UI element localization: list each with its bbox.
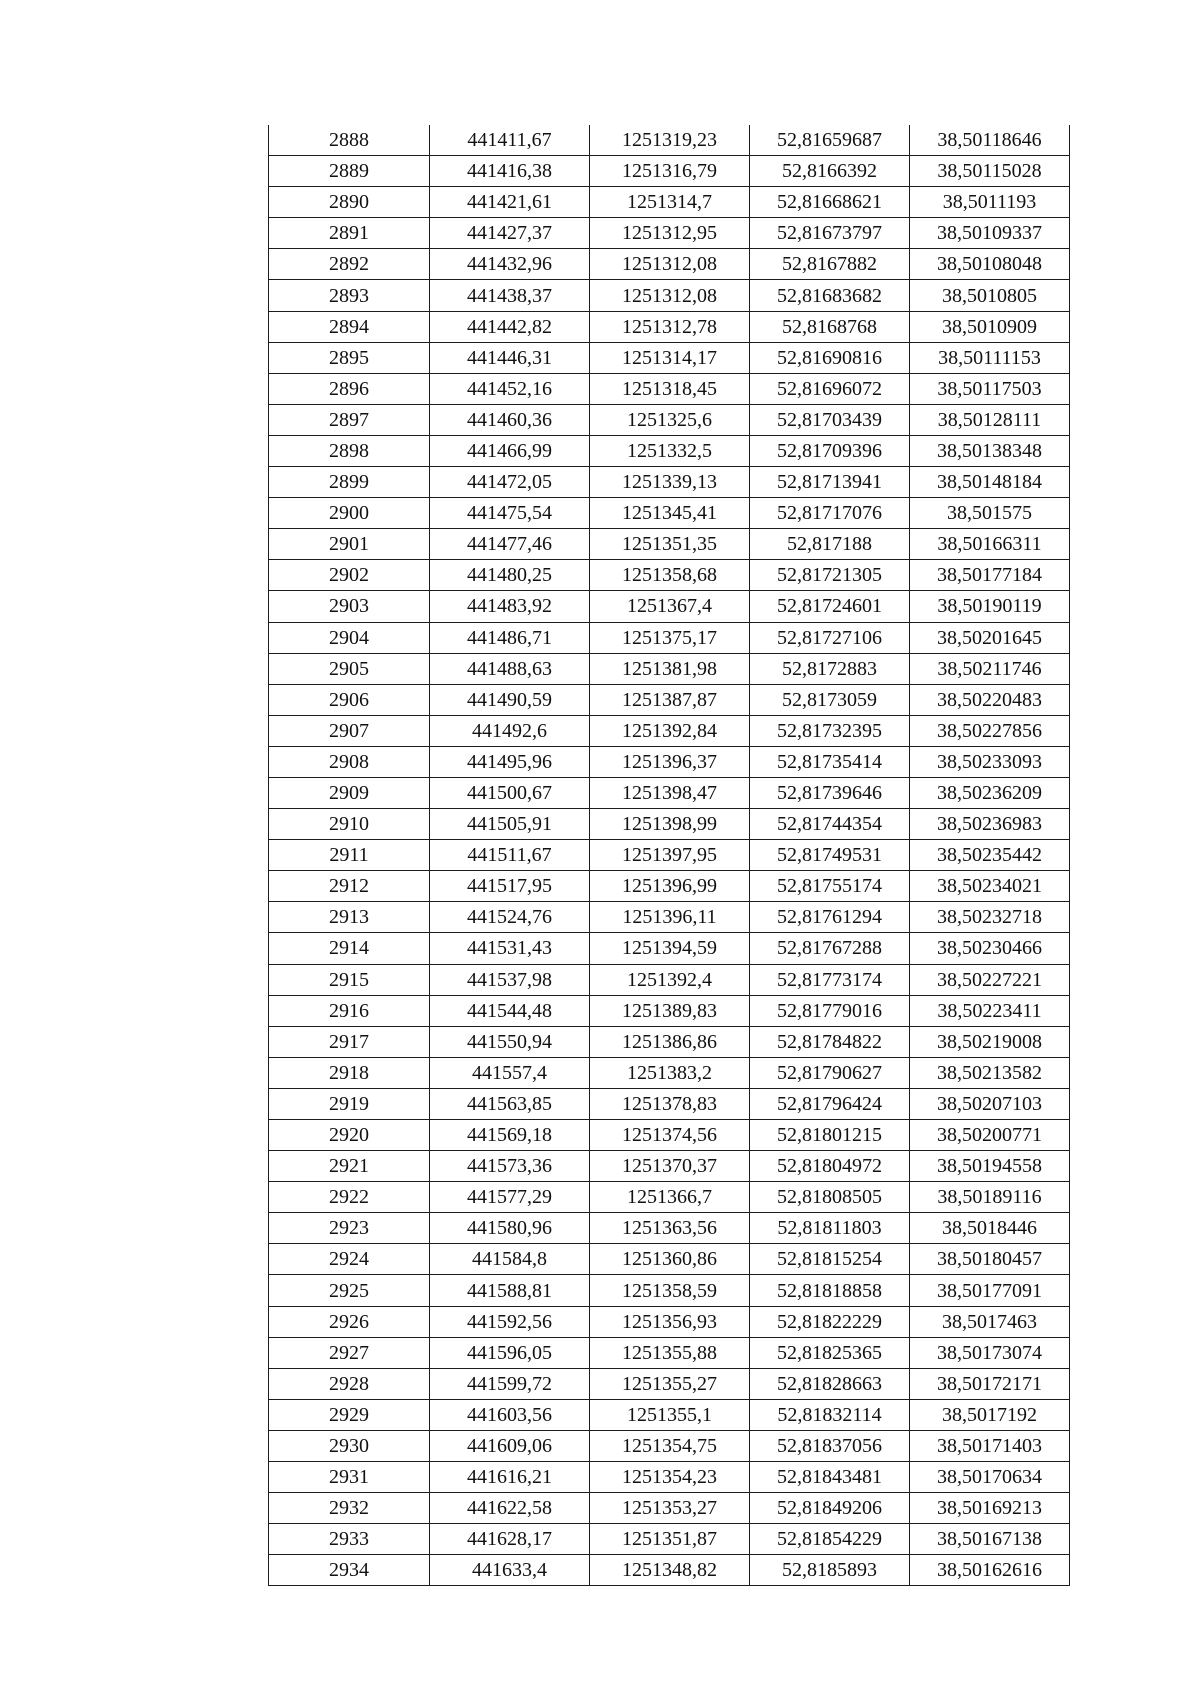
x-coordinate-cell: 441531,43 <box>430 933 590 964</box>
y-coordinate-cell: 1251339,13 <box>590 467 750 498</box>
table-row <box>269 125 1070 156</box>
y-coordinate-cell: 1251375,17 <box>590 622 750 653</box>
point-number-cell: 2933 <box>269 1524 430 1555</box>
table-row <box>269 777 1070 808</box>
y-coordinate-cell: 1251351,87 <box>590 1524 750 1555</box>
latitude-cell: 52,81744354 <box>750 809 910 840</box>
y-coordinate-cell: 1251396,11 <box>590 902 750 933</box>
longitude-cell: 38,5011193 <box>910 187 1070 218</box>
y-coordinate-cell: 1251392,84 <box>590 715 750 746</box>
longitude-cell: 38,50166311 <box>910 529 1070 560</box>
y-coordinate-cell: 1251318,45 <box>590 373 750 404</box>
latitude-cell: 52,81804972 <box>750 1151 910 1182</box>
x-coordinate-cell: 441432,96 <box>430 249 590 280</box>
longitude-cell: 38,50190119 <box>910 591 1070 622</box>
longitude-cell: 38,50200771 <box>910 1120 1070 1151</box>
latitude-cell: 52,81713941 <box>750 467 910 498</box>
longitude-cell: 38,50167138 <box>910 1524 1070 1555</box>
x-coordinate-cell: 441563,85 <box>430 1088 590 1119</box>
latitude-cell: 52,81749531 <box>750 840 910 871</box>
y-coordinate-cell: 1251387,87 <box>590 684 750 715</box>
latitude-cell: 52,81724601 <box>750 591 910 622</box>
latitude-cell: 52,81811803 <box>750 1213 910 1244</box>
y-coordinate-cell: 1251358,59 <box>590 1275 750 1306</box>
longitude-cell: 38,50234021 <box>910 871 1070 902</box>
point-number-cell: 2890 <box>269 187 430 218</box>
table-row <box>269 995 1070 1026</box>
table-row <box>269 1244 1070 1275</box>
table-row <box>269 622 1070 653</box>
x-coordinate-cell: 441452,16 <box>430 373 590 404</box>
table-row <box>269 498 1070 529</box>
longitude-cell: 38,50115028 <box>910 156 1070 187</box>
latitude-cell: 52,81779016 <box>750 995 910 1026</box>
longitude-cell: 38,50148184 <box>910 467 1070 498</box>
point-number-cell: 2888 <box>269 125 430 156</box>
y-coordinate-cell: 1251325,6 <box>590 404 750 435</box>
table-row <box>269 715 1070 746</box>
y-coordinate-cell: 1251351,35 <box>590 529 750 560</box>
point-number-cell: 2921 <box>269 1151 430 1182</box>
latitude-cell: 52,81732395 <box>750 715 910 746</box>
table-row <box>269 342 1070 373</box>
point-number-cell: 2908 <box>269 746 430 777</box>
point-number-cell: 2892 <box>269 249 430 280</box>
latitude-cell: 52,81717076 <box>750 498 910 529</box>
latitude-cell: 52,8173059 <box>750 684 910 715</box>
longitude-cell: 38,501575 <box>910 498 1070 529</box>
longitude-cell: 38,50108048 <box>910 249 1070 280</box>
longitude-cell: 38,50232718 <box>910 902 1070 933</box>
latitude-cell: 52,81761294 <box>750 902 910 933</box>
table-row <box>269 218 1070 249</box>
longitude-cell: 38,50117503 <box>910 373 1070 404</box>
y-coordinate-cell: 1251355,1 <box>590 1399 750 1430</box>
x-coordinate-cell: 441483,92 <box>430 591 590 622</box>
point-number-cell: 2931 <box>269 1462 430 1493</box>
x-coordinate-cell: 441460,36 <box>430 404 590 435</box>
table-row <box>269 871 1070 902</box>
y-coordinate-cell: 1251392,4 <box>590 964 750 995</box>
x-coordinate-cell: 441592,56 <box>430 1306 590 1337</box>
table-row <box>269 1275 1070 1306</box>
table-row <box>269 1555 1070 1586</box>
y-coordinate-cell: 1251381,98 <box>590 653 750 684</box>
y-coordinate-cell: 1251312,78 <box>590 311 750 342</box>
table-row <box>269 1368 1070 1399</box>
point-number-cell: 2893 <box>269 280 430 311</box>
table-row <box>269 1430 1070 1461</box>
table-row <box>269 187 1070 218</box>
x-coordinate-cell: 441588,81 <box>430 1275 590 1306</box>
point-number-cell: 2906 <box>269 684 430 715</box>
latitude-cell: 52,81683682 <box>750 280 910 311</box>
latitude-cell: 52,81673797 <box>750 218 910 249</box>
point-number-cell: 2909 <box>269 777 430 808</box>
point-number-cell: 2923 <box>269 1213 430 1244</box>
point-number-cell: 2910 <box>269 809 430 840</box>
table-row <box>269 746 1070 777</box>
point-number-cell: 2924 <box>269 1244 430 1275</box>
point-number-cell: 2903 <box>269 591 430 622</box>
longitude-cell: 38,50128111 <box>910 404 1070 435</box>
latitude-cell: 52,81828663 <box>750 1368 910 1399</box>
longitude-cell: 38,50170634 <box>910 1462 1070 1493</box>
point-number-cell: 2927 <box>269 1337 430 1368</box>
y-coordinate-cell: 1251312,08 <box>590 249 750 280</box>
latitude-cell: 52,8168768 <box>750 311 910 342</box>
latitude-cell: 52,81796424 <box>750 1088 910 1119</box>
table-row <box>269 840 1070 871</box>
x-coordinate-cell: 441628,17 <box>430 1524 590 1555</box>
table-row <box>269 1088 1070 1119</box>
latitude-cell: 52,81837056 <box>750 1430 910 1461</box>
table-row <box>269 1120 1070 1151</box>
y-coordinate-cell: 1251378,83 <box>590 1088 750 1119</box>
y-coordinate-cell: 1251316,79 <box>590 156 750 187</box>
x-coordinate-cell: 441480,25 <box>430 560 590 591</box>
point-number-cell: 2920 <box>269 1120 430 1151</box>
longitude-cell: 38,50227856 <box>910 715 1070 746</box>
table-row <box>269 311 1070 342</box>
coordinates-table-body <box>269 125 1070 1586</box>
coordinates-table <box>268 125 1070 1586</box>
y-coordinate-cell: 1251396,99 <box>590 871 750 902</box>
x-coordinate-cell: 441446,31 <box>430 342 590 373</box>
y-coordinate-cell: 1251356,93 <box>590 1306 750 1337</box>
x-coordinate-cell: 441475,54 <box>430 498 590 529</box>
latitude-cell: 52,81849206 <box>750 1493 910 1524</box>
point-number-cell: 2928 <box>269 1368 430 1399</box>
x-coordinate-cell: 441584,8 <box>430 1244 590 1275</box>
x-coordinate-cell: 441477,46 <box>430 529 590 560</box>
point-number-cell: 2934 <box>269 1555 430 1586</box>
y-coordinate-cell: 1251355,27 <box>590 1368 750 1399</box>
longitude-cell: 38,50189116 <box>910 1182 1070 1213</box>
point-number-cell: 2916 <box>269 995 430 1026</box>
x-coordinate-cell: 441411,67 <box>430 125 590 156</box>
longitude-cell: 38,50236209 <box>910 777 1070 808</box>
point-number-cell: 2925 <box>269 1275 430 1306</box>
point-number-cell: 2917 <box>269 1026 430 1057</box>
longitude-cell: 38,50223411 <box>910 995 1070 1026</box>
y-coordinate-cell: 1251353,27 <box>590 1493 750 1524</box>
point-number-cell: 2929 <box>269 1399 430 1430</box>
table-row <box>269 684 1070 715</box>
latitude-cell: 52,81808505 <box>750 1182 910 1213</box>
latitude-cell: 52,8185893 <box>750 1555 910 1586</box>
point-number-cell: 2889 <box>269 156 430 187</box>
point-number-cell: 2900 <box>269 498 430 529</box>
point-number-cell: 2907 <box>269 715 430 746</box>
longitude-cell: 38,5017192 <box>910 1399 1070 1430</box>
longitude-cell: 38,50162616 <box>910 1555 1070 1586</box>
table-row <box>269 280 1070 311</box>
point-number-cell: 2911 <box>269 840 430 871</box>
latitude-cell: 52,81843481 <box>750 1462 910 1493</box>
point-number-cell: 2913 <box>269 902 430 933</box>
latitude-cell: 52,81801215 <box>750 1120 910 1151</box>
table-row <box>269 529 1070 560</box>
latitude-cell: 52,8167882 <box>750 249 910 280</box>
latitude-cell: 52,81721305 <box>750 560 910 591</box>
latitude-cell: 52,817188 <box>750 529 910 560</box>
table-row <box>269 404 1070 435</box>
x-coordinate-cell: 441622,58 <box>430 1493 590 1524</box>
latitude-cell: 52,81739646 <box>750 777 910 808</box>
point-number-cell: 2895 <box>269 342 430 373</box>
y-coordinate-cell: 1251363,56 <box>590 1213 750 1244</box>
table-row <box>269 1337 1070 1368</box>
y-coordinate-cell: 1251398,47 <box>590 777 750 808</box>
point-number-cell: 2894 <box>269 311 430 342</box>
longitude-cell: 38,50230466 <box>910 933 1070 964</box>
x-coordinate-cell: 441495,96 <box>430 746 590 777</box>
x-coordinate-cell: 441416,38 <box>430 156 590 187</box>
y-coordinate-cell: 1251319,23 <box>590 125 750 156</box>
y-coordinate-cell: 1251389,83 <box>590 995 750 1026</box>
latitude-cell: 52,81773174 <box>750 964 910 995</box>
table-row <box>269 1524 1070 1555</box>
point-number-cell: 2912 <box>269 871 430 902</box>
y-coordinate-cell: 1251360,86 <box>590 1244 750 1275</box>
table-row <box>269 653 1070 684</box>
longitude-cell: 38,50180457 <box>910 1244 1070 1275</box>
longitude-cell: 38,50138348 <box>910 435 1070 466</box>
table-row <box>269 1213 1070 1244</box>
x-coordinate-cell: 441599,72 <box>430 1368 590 1399</box>
latitude-cell: 52,81825365 <box>750 1337 910 1368</box>
x-coordinate-cell: 441573,36 <box>430 1151 590 1182</box>
table-row <box>269 435 1070 466</box>
table-row <box>269 1026 1070 1057</box>
y-coordinate-cell: 1251398,99 <box>590 809 750 840</box>
x-coordinate-cell: 441486,71 <box>430 622 590 653</box>
latitude-cell: 52,81818858 <box>750 1275 910 1306</box>
x-coordinate-cell: 441466,99 <box>430 435 590 466</box>
x-coordinate-cell: 441557,4 <box>430 1057 590 1088</box>
table-row <box>269 902 1070 933</box>
y-coordinate-cell: 1251383,2 <box>590 1057 750 1088</box>
y-coordinate-cell: 1251396,37 <box>590 746 750 777</box>
longitude-cell: 38,50111153 <box>910 342 1070 373</box>
point-number-cell: 2897 <box>269 404 430 435</box>
x-coordinate-cell: 441442,82 <box>430 311 590 342</box>
latitude-cell: 52,81854229 <box>750 1524 910 1555</box>
latitude-cell: 52,8166392 <box>750 156 910 187</box>
longitude-cell: 38,50211746 <box>910 653 1070 684</box>
latitude-cell: 52,81790627 <box>750 1057 910 1088</box>
x-coordinate-cell: 441421,61 <box>430 187 590 218</box>
latitude-cell: 52,81727106 <box>750 622 910 653</box>
y-coordinate-cell: 1251394,59 <box>590 933 750 964</box>
longitude-cell: 38,50173074 <box>910 1337 1070 1368</box>
point-number-cell: 2896 <box>269 373 430 404</box>
table-row <box>269 933 1070 964</box>
x-coordinate-cell: 441511,67 <box>430 840 590 871</box>
point-number-cell: 2905 <box>269 653 430 684</box>
x-coordinate-cell: 441603,56 <box>430 1399 590 1430</box>
y-coordinate-cell: 1251358,68 <box>590 560 750 591</box>
x-coordinate-cell: 441517,95 <box>430 871 590 902</box>
y-coordinate-cell: 1251354,23 <box>590 1462 750 1493</box>
y-coordinate-cell: 1251348,82 <box>590 1555 750 1586</box>
point-number-cell: 2932 <box>269 1493 430 1524</box>
point-number-cell: 2891 <box>269 218 430 249</box>
longitude-cell: 38,5017463 <box>910 1306 1070 1337</box>
latitude-cell: 52,81709396 <box>750 435 910 466</box>
latitude-cell: 52,81659687 <box>750 125 910 156</box>
table-row <box>269 591 1070 622</box>
longitude-cell: 38,5010909 <box>910 311 1070 342</box>
latitude-cell: 52,81690816 <box>750 342 910 373</box>
table-row <box>269 1462 1070 1493</box>
latitude-cell: 52,81668621 <box>750 187 910 218</box>
table-row <box>269 1306 1070 1337</box>
table-row <box>269 373 1070 404</box>
point-number-cell: 2915 <box>269 964 430 995</box>
table-row <box>269 156 1070 187</box>
x-coordinate-cell: 441524,76 <box>430 902 590 933</box>
x-coordinate-cell: 441544,48 <box>430 995 590 1026</box>
longitude-cell: 38,50194558 <box>910 1151 1070 1182</box>
point-number-cell: 2898 <box>269 435 430 466</box>
longitude-cell: 38,50213582 <box>910 1057 1070 1088</box>
y-coordinate-cell: 1251314,17 <box>590 342 750 373</box>
longitude-cell: 38,50236983 <box>910 809 1070 840</box>
table-row <box>269 560 1070 591</box>
longitude-cell: 38,5018446 <box>910 1213 1070 1244</box>
point-number-cell: 2926 <box>269 1306 430 1337</box>
x-coordinate-cell: 441537,98 <box>430 964 590 995</box>
x-coordinate-cell: 441488,63 <box>430 653 590 684</box>
y-coordinate-cell: 1251397,95 <box>590 840 750 871</box>
latitude-cell: 52,81703439 <box>750 404 910 435</box>
table-row <box>269 809 1070 840</box>
x-coordinate-cell: 441490,59 <box>430 684 590 715</box>
y-coordinate-cell: 1251314,7 <box>590 187 750 218</box>
point-number-cell: 2902 <box>269 560 430 591</box>
latitude-cell: 52,81735414 <box>750 746 910 777</box>
y-coordinate-cell: 1251312,95 <box>590 218 750 249</box>
latitude-cell: 52,81767288 <box>750 933 910 964</box>
x-coordinate-cell: 441500,67 <box>430 777 590 808</box>
longitude-cell: 38,50109337 <box>910 218 1070 249</box>
longitude-cell: 38,50177091 <box>910 1275 1070 1306</box>
longitude-cell: 38,50177184 <box>910 560 1070 591</box>
point-number-cell: 2922 <box>269 1182 430 1213</box>
point-number-cell: 2919 <box>269 1088 430 1119</box>
y-coordinate-cell: 1251366,7 <box>590 1182 750 1213</box>
y-coordinate-cell: 1251367,4 <box>590 591 750 622</box>
latitude-cell: 52,81815254 <box>750 1244 910 1275</box>
y-coordinate-cell: 1251332,5 <box>590 435 750 466</box>
point-number-cell: 2918 <box>269 1057 430 1088</box>
x-coordinate-cell: 441569,18 <box>430 1120 590 1151</box>
longitude-cell: 38,50220483 <box>910 684 1070 715</box>
x-coordinate-cell: 441492,6 <box>430 715 590 746</box>
longitude-cell: 38,5010805 <box>910 280 1070 311</box>
table-row <box>269 964 1070 995</box>
point-number-cell: 2914 <box>269 933 430 964</box>
x-coordinate-cell: 441616,21 <box>430 1462 590 1493</box>
longitude-cell: 38,50171403 <box>910 1430 1070 1461</box>
latitude-cell: 52,81822229 <box>750 1306 910 1337</box>
x-coordinate-cell: 441596,05 <box>430 1337 590 1368</box>
x-coordinate-cell: 441427,37 <box>430 218 590 249</box>
latitude-cell: 52,8172883 <box>750 653 910 684</box>
table-row <box>269 467 1070 498</box>
y-coordinate-cell: 1251374,56 <box>590 1120 750 1151</box>
y-coordinate-cell: 1251354,75 <box>590 1430 750 1461</box>
latitude-cell: 52,81755174 <box>750 871 910 902</box>
longitude-cell: 38,50235442 <box>910 840 1070 871</box>
x-coordinate-cell: 441580,96 <box>430 1213 590 1244</box>
table-row <box>269 1057 1070 1088</box>
longitude-cell: 38,50207103 <box>910 1088 1070 1119</box>
y-coordinate-cell: 1251312,08 <box>590 280 750 311</box>
latitude-cell: 52,81696072 <box>750 373 910 404</box>
longitude-cell: 38,50172171 <box>910 1368 1070 1399</box>
table-row <box>269 1399 1070 1430</box>
y-coordinate-cell: 1251355,88 <box>590 1337 750 1368</box>
y-coordinate-cell: 1251370,37 <box>590 1151 750 1182</box>
x-coordinate-cell: 441633,4 <box>430 1555 590 1586</box>
longitude-cell: 38,50233093 <box>910 746 1070 777</box>
longitude-cell: 38,50169213 <box>910 1493 1070 1524</box>
y-coordinate-cell: 1251386,86 <box>590 1026 750 1057</box>
x-coordinate-cell: 441550,94 <box>430 1026 590 1057</box>
longitude-cell: 38,50219008 <box>910 1026 1070 1057</box>
x-coordinate-cell: 441472,05 <box>430 467 590 498</box>
x-coordinate-cell: 441577,29 <box>430 1182 590 1213</box>
table-row <box>269 249 1070 280</box>
y-coordinate-cell: 1251345,41 <box>590 498 750 529</box>
x-coordinate-cell: 441609,06 <box>430 1430 590 1461</box>
table-row <box>269 1493 1070 1524</box>
point-number-cell: 2901 <box>269 529 430 560</box>
longitude-cell: 38,50118646 <box>910 125 1070 156</box>
x-coordinate-cell: 441505,91 <box>430 809 590 840</box>
longitude-cell: 38,50227221 <box>910 964 1070 995</box>
table-row <box>269 1151 1070 1182</box>
longitude-cell: 38,50201645 <box>910 622 1070 653</box>
table-row <box>269 1182 1070 1213</box>
point-number-cell: 2904 <box>269 622 430 653</box>
latitude-cell: 52,81832114 <box>750 1399 910 1430</box>
x-coordinate-cell: 441438,37 <box>430 280 590 311</box>
latitude-cell: 52,81784822 <box>750 1026 910 1057</box>
point-number-cell: 2930 <box>269 1430 430 1461</box>
point-number-cell: 2899 <box>269 467 430 498</box>
